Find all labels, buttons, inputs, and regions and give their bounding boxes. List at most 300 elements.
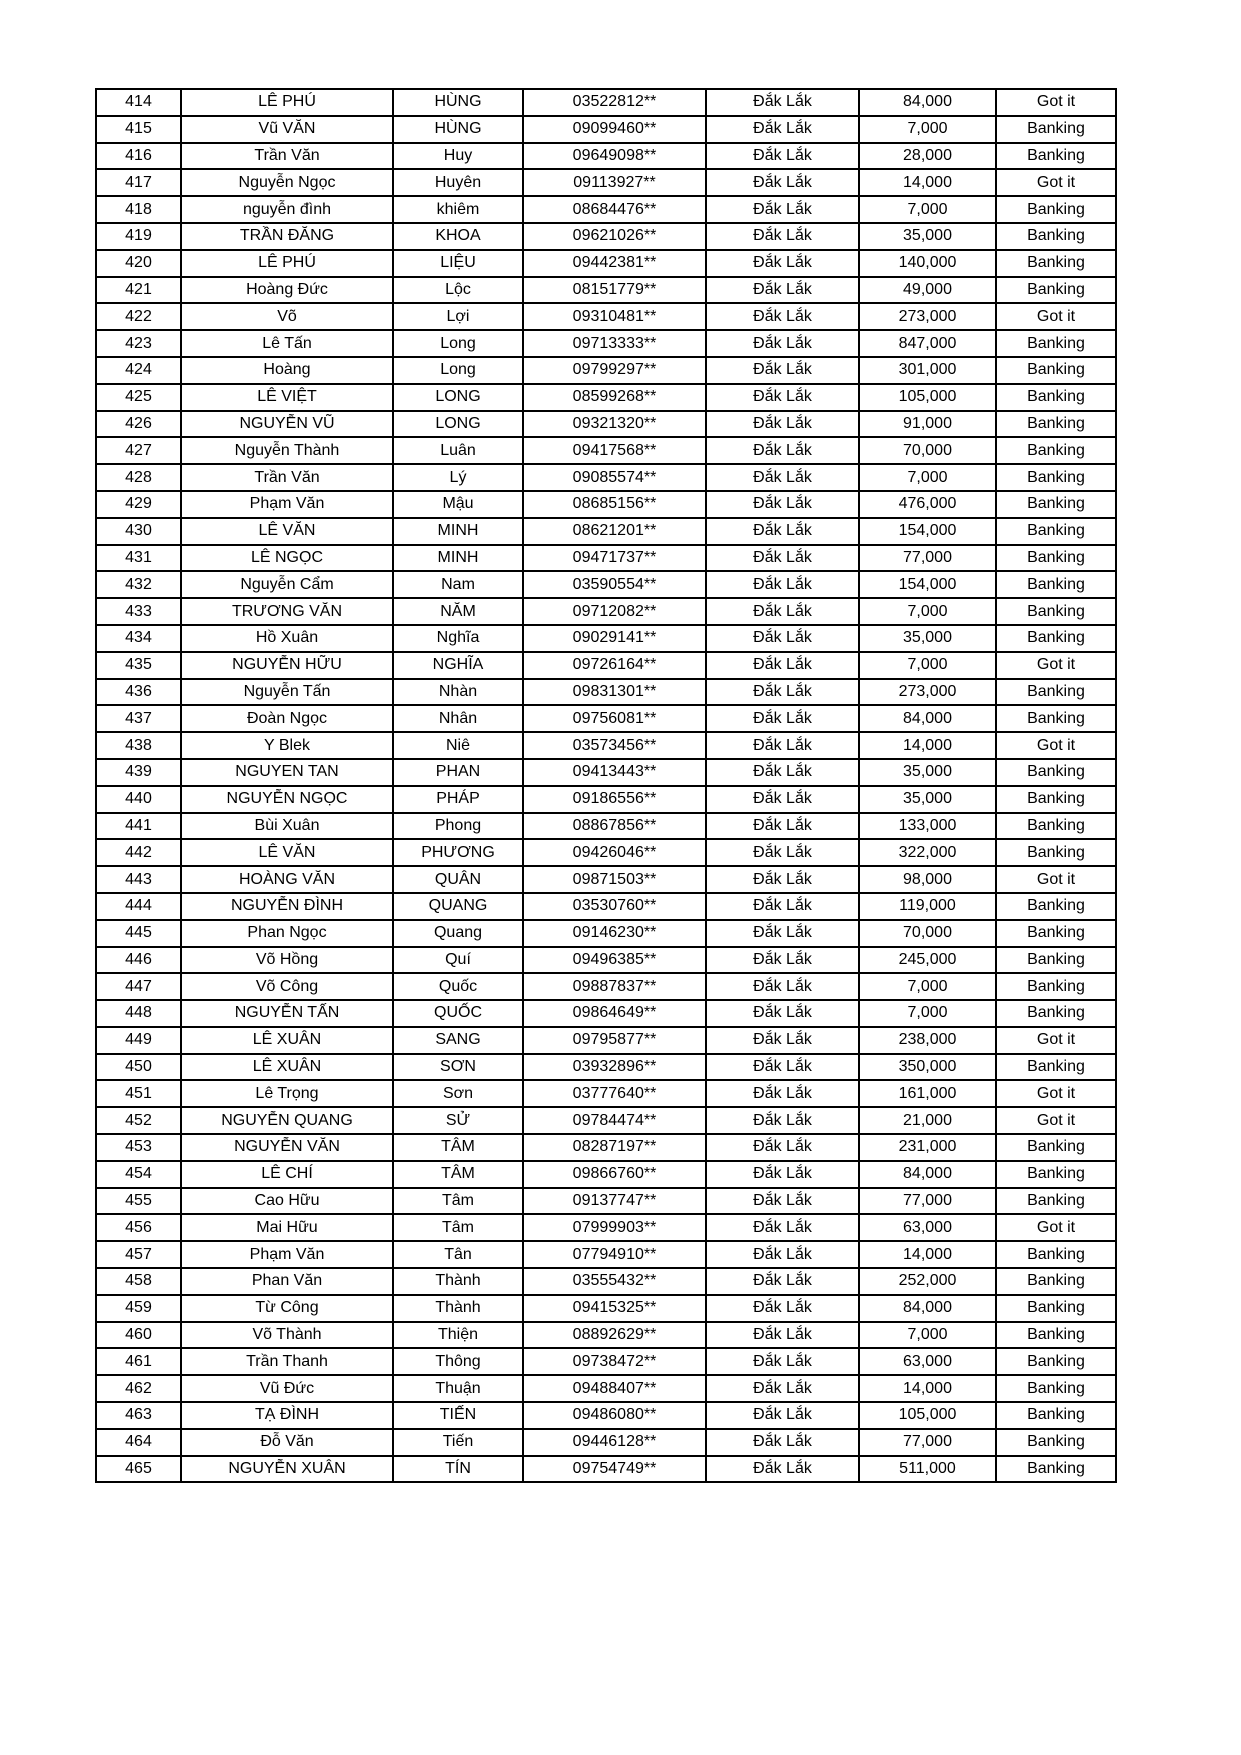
cell-phone-masked: 09621026** bbox=[523, 223, 706, 250]
cell-phone-masked: 09321320** bbox=[523, 411, 706, 438]
cell-row-number: 455 bbox=[96, 1188, 181, 1215]
cell-row-number: 449 bbox=[96, 1027, 181, 1054]
cell-first-name: Tâm bbox=[393, 1214, 523, 1241]
cell-first-name: MINH bbox=[393, 545, 523, 572]
cell-status: Got it bbox=[996, 1027, 1116, 1054]
cell-province: Đắk Lắk bbox=[706, 947, 859, 974]
cell-first-name: PHƯƠNG bbox=[393, 839, 523, 866]
cell-last-middle-name: LÊ XUÂN bbox=[181, 1054, 393, 1081]
cell-province: Đắk Lắk bbox=[706, 732, 859, 759]
cell-province: Đắk Lắk bbox=[706, 411, 859, 438]
cell-first-name: TÍN bbox=[393, 1456, 523, 1483]
cell-first-name: Mậu bbox=[393, 491, 523, 518]
table-row bbox=[96, 357, 1116, 384]
cell-amount: 273,000 bbox=[859, 679, 996, 706]
cell-last-middle-name: Trần Văn bbox=[181, 143, 393, 170]
cell-amount: 28,000 bbox=[859, 143, 996, 170]
cell-status: Banking bbox=[996, 973, 1116, 1000]
cell-row-number: 447 bbox=[96, 973, 181, 1000]
table-row bbox=[96, 1348, 1116, 1375]
cell-amount: 154,000 bbox=[859, 571, 996, 598]
cell-status: Banking bbox=[996, 1054, 1116, 1081]
cell-status: Banking bbox=[996, 1241, 1116, 1268]
table-row bbox=[96, 1080, 1116, 1107]
cell-last-middle-name: NGUYEN TAN bbox=[181, 759, 393, 786]
table-row bbox=[96, 1456, 1116, 1483]
cell-province: Đắk Lắk bbox=[706, 518, 859, 545]
cell-last-middle-name: LÊ NGỌC bbox=[181, 545, 393, 572]
cell-status: Banking bbox=[996, 277, 1116, 304]
cell-amount: 301,000 bbox=[859, 357, 996, 384]
cell-last-middle-name: NGUYỄN VŨ bbox=[181, 411, 393, 438]
cell-amount: 7,000 bbox=[859, 116, 996, 143]
cell-row-number: 444 bbox=[96, 893, 181, 920]
cell-first-name: Quí bbox=[393, 947, 523, 974]
cell-phone-masked: 09713333** bbox=[523, 330, 706, 357]
cell-row-number: 451 bbox=[96, 1080, 181, 1107]
cell-province: Đắk Lắk bbox=[706, 1027, 859, 1054]
cell-last-middle-name: Phan Văn bbox=[181, 1268, 393, 1295]
cell-amount: 154,000 bbox=[859, 518, 996, 545]
table-row bbox=[96, 1429, 1116, 1456]
cell-phone-masked: 08685156** bbox=[523, 491, 706, 518]
cell-province: Đắk Lắk bbox=[706, 759, 859, 786]
cell-amount: 21,000 bbox=[859, 1107, 996, 1134]
cell-last-middle-name: LÊ XUÂN bbox=[181, 1027, 393, 1054]
cell-status: Banking bbox=[996, 116, 1116, 143]
table-row bbox=[96, 839, 1116, 866]
cell-phone-masked: 08151779** bbox=[523, 277, 706, 304]
table-row bbox=[96, 437, 1116, 464]
cell-row-number: 424 bbox=[96, 357, 181, 384]
cell-province: Đắk Lắk bbox=[706, 625, 859, 652]
cell-province: Đắk Lắk bbox=[706, 1161, 859, 1188]
cell-first-name: Huyên bbox=[393, 169, 523, 196]
cell-province: Đắk Lắk bbox=[706, 250, 859, 277]
table-row bbox=[96, 679, 1116, 706]
cell-province: Đắk Lắk bbox=[706, 1241, 859, 1268]
cell-amount: 77,000 bbox=[859, 1429, 996, 1456]
cell-last-middle-name: HOÀNG VĂN bbox=[181, 866, 393, 893]
cell-last-middle-name: NGUYỄN HỮU bbox=[181, 652, 393, 679]
cell-first-name: Tân bbox=[393, 1241, 523, 1268]
cell-row-number: 464 bbox=[96, 1429, 181, 1456]
cell-status: Got it bbox=[996, 1107, 1116, 1134]
cell-last-middle-name: Mai Hữu bbox=[181, 1214, 393, 1241]
cell-last-middle-name: Nguyễn Ngọc bbox=[181, 169, 393, 196]
cell-row-number: 460 bbox=[96, 1322, 181, 1349]
table-row bbox=[96, 759, 1116, 786]
cell-status: Banking bbox=[996, 679, 1116, 706]
cell-first-name: Nghĩa bbox=[393, 625, 523, 652]
cell-amount: 7,000 bbox=[859, 196, 996, 223]
cell-amount: 140,000 bbox=[859, 250, 996, 277]
cell-last-middle-name: NGUYỄN VĂN bbox=[181, 1134, 393, 1161]
cell-status: Banking bbox=[996, 330, 1116, 357]
table-row bbox=[96, 947, 1116, 974]
cell-phone-masked: 09496385** bbox=[523, 947, 706, 974]
cell-status: Banking bbox=[996, 1456, 1116, 1483]
cell-first-name: Nhàn bbox=[393, 679, 523, 706]
cell-row-number: 420 bbox=[96, 250, 181, 277]
cell-phone-masked: 08599268** bbox=[523, 384, 706, 411]
cell-status: Banking bbox=[996, 1268, 1116, 1295]
cell-last-middle-name: Hoàng Đức bbox=[181, 277, 393, 304]
cell-first-name: NĂM bbox=[393, 598, 523, 625]
cell-row-number: 457 bbox=[96, 1241, 181, 1268]
cell-status: Banking bbox=[996, 411, 1116, 438]
cell-last-middle-name: Nguyễn Tấn bbox=[181, 679, 393, 706]
cell-province: Đắk Lắk bbox=[706, 1188, 859, 1215]
cell-first-name: QUỐC bbox=[393, 1000, 523, 1027]
cell-amount: 84,000 bbox=[859, 705, 996, 732]
table-row bbox=[96, 1214, 1116, 1241]
cell-row-number: 442 bbox=[96, 839, 181, 866]
cell-row-number: 454 bbox=[96, 1161, 181, 1188]
cell-last-middle-name: Võ bbox=[181, 303, 393, 330]
table-row bbox=[96, 866, 1116, 893]
cell-last-middle-name: LÊ PHÚ bbox=[181, 250, 393, 277]
cell-province: Đắk Lắk bbox=[706, 223, 859, 250]
table-row bbox=[96, 1107, 1116, 1134]
cell-phone-masked: 08867856** bbox=[523, 813, 706, 840]
cell-phone-masked: 09871503** bbox=[523, 866, 706, 893]
cell-row-number: 462 bbox=[96, 1375, 181, 1402]
cell-row-number: 440 bbox=[96, 786, 181, 813]
cell-province: Đắk Lắk bbox=[706, 330, 859, 357]
cell-province: Đắk Lắk bbox=[706, 357, 859, 384]
cell-status: Banking bbox=[996, 759, 1116, 786]
table-row bbox=[96, 920, 1116, 947]
table-row bbox=[96, 1322, 1116, 1349]
cell-phone-masked: 09137747** bbox=[523, 1188, 706, 1215]
cell-amount: 98,000 bbox=[859, 866, 996, 893]
cell-row-number: 417 bbox=[96, 169, 181, 196]
cell-row-number: 438 bbox=[96, 732, 181, 759]
cell-status: Banking bbox=[996, 357, 1116, 384]
cell-amount: 84,000 bbox=[859, 1161, 996, 1188]
cell-status: Banking bbox=[996, 1402, 1116, 1429]
cell-province: Đắk Lắk bbox=[706, 1054, 859, 1081]
cell-status: Banking bbox=[996, 491, 1116, 518]
cell-province: Đắk Lắk bbox=[706, 1134, 859, 1161]
cell-last-middle-name: LÊ PHÚ bbox=[181, 89, 393, 116]
cell-amount: 91,000 bbox=[859, 411, 996, 438]
cell-first-name: SƠN bbox=[393, 1054, 523, 1081]
cell-province: Đắk Lắk bbox=[706, 1322, 859, 1349]
cell-province: Đắk Lắk bbox=[706, 1456, 859, 1483]
cell-last-middle-name: Nguyễn Cẩm bbox=[181, 571, 393, 598]
cell-last-middle-name: Lê Tấn bbox=[181, 330, 393, 357]
cell-phone-masked: 09113927** bbox=[523, 169, 706, 196]
cell-last-middle-name: Cao Hữu bbox=[181, 1188, 393, 1215]
table-row bbox=[96, 330, 1116, 357]
cell-status: Banking bbox=[996, 1161, 1116, 1188]
cell-last-middle-name: NGUYỄN QUANG bbox=[181, 1107, 393, 1134]
cell-phone-masked: 09488407** bbox=[523, 1375, 706, 1402]
cell-last-middle-name: NGUYỄN NGỌC bbox=[181, 786, 393, 813]
cell-first-name: Tâm bbox=[393, 1188, 523, 1215]
cell-first-name: PHAN bbox=[393, 759, 523, 786]
cell-row-number: 445 bbox=[96, 920, 181, 947]
cell-amount: 350,000 bbox=[859, 1054, 996, 1081]
table-row bbox=[96, 250, 1116, 277]
table-row bbox=[96, 1134, 1116, 1161]
cell-row-number: 421 bbox=[96, 277, 181, 304]
cell-province: Đắk Lắk bbox=[706, 196, 859, 223]
cell-last-middle-name: Phạm Văn bbox=[181, 491, 393, 518]
cell-amount: 476,000 bbox=[859, 491, 996, 518]
cell-last-middle-name: Đỗ Văn bbox=[181, 1429, 393, 1456]
cell-province: Đắk Lắk bbox=[706, 1268, 859, 1295]
cell-province: Đắk Lắk bbox=[706, 1214, 859, 1241]
cell-row-number: 446 bbox=[96, 947, 181, 974]
cell-status: Banking bbox=[996, 571, 1116, 598]
table-row bbox=[96, 786, 1116, 813]
cell-row-number: 441 bbox=[96, 813, 181, 840]
cell-amount: 63,000 bbox=[859, 1214, 996, 1241]
cell-last-middle-name: Đoàn Ngọc bbox=[181, 705, 393, 732]
cell-phone-masked: 09099460** bbox=[523, 116, 706, 143]
cell-phone-masked: 09864649** bbox=[523, 1000, 706, 1027]
cell-province: Đắk Lắk bbox=[706, 973, 859, 1000]
cell-last-middle-name: Võ Công bbox=[181, 973, 393, 1000]
cell-province: Đắk Lắk bbox=[706, 705, 859, 732]
cell-province: Đắk Lắk bbox=[706, 143, 859, 170]
cell-phone-masked: 08892629** bbox=[523, 1322, 706, 1349]
cell-status: Banking bbox=[996, 143, 1116, 170]
cell-status: Banking bbox=[996, 893, 1116, 920]
cell-phone-masked: 09831301** bbox=[523, 679, 706, 706]
cell-amount: 273,000 bbox=[859, 303, 996, 330]
table-row bbox=[96, 1027, 1116, 1054]
cell-phone-masked: 07999903** bbox=[523, 1214, 706, 1241]
cell-phone-masked: 09738472** bbox=[523, 1348, 706, 1375]
cell-phone-masked: 09146230** bbox=[523, 920, 706, 947]
cell-first-name: SANG bbox=[393, 1027, 523, 1054]
cell-amount: 35,000 bbox=[859, 223, 996, 250]
cell-row-number: 434 bbox=[96, 625, 181, 652]
cell-first-name: Lý bbox=[393, 464, 523, 491]
cell-first-name: Quốc bbox=[393, 973, 523, 1000]
cell-province: Đắk Lắk bbox=[706, 652, 859, 679]
cell-status: Banking bbox=[996, 518, 1116, 545]
table-row bbox=[96, 303, 1116, 330]
cell-phone-masked: 09029141** bbox=[523, 625, 706, 652]
cell-phone-masked: 09649098** bbox=[523, 143, 706, 170]
cell-first-name: Lộc bbox=[393, 277, 523, 304]
cell-status: Banking bbox=[996, 545, 1116, 572]
table-row bbox=[96, 169, 1116, 196]
table-row bbox=[96, 813, 1116, 840]
cell-first-name: Thông bbox=[393, 1348, 523, 1375]
cell-amount: 49,000 bbox=[859, 277, 996, 304]
cell-row-number: 435 bbox=[96, 652, 181, 679]
cell-amount: 77,000 bbox=[859, 545, 996, 572]
cell-status: Banking bbox=[996, 1000, 1116, 1027]
cell-phone-masked: 09186556** bbox=[523, 786, 706, 813]
cell-status: Got it bbox=[996, 732, 1116, 759]
cell-phone-masked: 09754749** bbox=[523, 1456, 706, 1483]
cell-row-number: 437 bbox=[96, 705, 181, 732]
cell-last-middle-name: TRƯƠNG VĂN bbox=[181, 598, 393, 625]
cell-row-number: 432 bbox=[96, 571, 181, 598]
cell-first-name: PHÁP bbox=[393, 786, 523, 813]
cell-amount: 238,000 bbox=[859, 1027, 996, 1054]
cell-row-number: 461 bbox=[96, 1348, 181, 1375]
cell-phone-masked: 09486080** bbox=[523, 1402, 706, 1429]
cell-amount: 84,000 bbox=[859, 89, 996, 116]
cell-amount: 7,000 bbox=[859, 652, 996, 679]
cell-phone-masked: 09415325** bbox=[523, 1295, 706, 1322]
table-row bbox=[96, 384, 1116, 411]
cell-province: Đắk Lắk bbox=[706, 1000, 859, 1027]
cell-phone-masked: 03932896** bbox=[523, 1054, 706, 1081]
cell-first-name: Thành bbox=[393, 1268, 523, 1295]
cell-amount: 119,000 bbox=[859, 893, 996, 920]
cell-last-middle-name: nguyễn đình bbox=[181, 196, 393, 223]
cell-province: Đắk Lắk bbox=[706, 813, 859, 840]
cell-amount: 35,000 bbox=[859, 625, 996, 652]
cell-row-number: 458 bbox=[96, 1268, 181, 1295]
cell-first-name: Thiện bbox=[393, 1322, 523, 1349]
cell-province: Đắk Lắk bbox=[706, 893, 859, 920]
cell-last-middle-name: TRẦN ĐĂNG bbox=[181, 223, 393, 250]
table-row bbox=[96, 518, 1116, 545]
cell-status: Banking bbox=[996, 1295, 1116, 1322]
cell-status: Banking bbox=[996, 813, 1116, 840]
cell-last-middle-name: Võ Thành bbox=[181, 1322, 393, 1349]
cell-province: Đắk Lắk bbox=[706, 1375, 859, 1402]
cell-last-middle-name: Trần Văn bbox=[181, 464, 393, 491]
cell-province: Đắk Lắk bbox=[706, 839, 859, 866]
cell-amount: 245,000 bbox=[859, 947, 996, 974]
cell-last-middle-name: LÊ VĂN bbox=[181, 839, 393, 866]
cell-row-number: 450 bbox=[96, 1054, 181, 1081]
cell-phone-masked: 07794910** bbox=[523, 1241, 706, 1268]
cell-first-name: TÂM bbox=[393, 1134, 523, 1161]
cell-row-number: 463 bbox=[96, 1402, 181, 1429]
cell-phone-masked: 08287197** bbox=[523, 1134, 706, 1161]
cell-last-middle-name: Hồ Xuân bbox=[181, 625, 393, 652]
cell-first-name: LONG bbox=[393, 384, 523, 411]
cell-row-number: 423 bbox=[96, 330, 181, 357]
cell-amount: 133,000 bbox=[859, 813, 996, 840]
cell-row-number: 459 bbox=[96, 1295, 181, 1322]
cell-last-middle-name: LÊ VĂN bbox=[181, 518, 393, 545]
table-row bbox=[96, 893, 1116, 920]
cell-province: Đắk Lắk bbox=[706, 303, 859, 330]
cell-province: Đắk Lắk bbox=[706, 598, 859, 625]
cell-status: Banking bbox=[996, 223, 1116, 250]
cell-row-number: 427 bbox=[96, 437, 181, 464]
cell-amount: 14,000 bbox=[859, 732, 996, 759]
cell-status: Got it bbox=[996, 1214, 1116, 1241]
cell-phone-masked: 09413443** bbox=[523, 759, 706, 786]
cell-phone-masked: 03522812** bbox=[523, 89, 706, 116]
cell-amount: 14,000 bbox=[859, 1375, 996, 1402]
cell-first-name: TÂM bbox=[393, 1161, 523, 1188]
cell-province: Đắk Lắk bbox=[706, 1348, 859, 1375]
cell-phone-masked: 09442381** bbox=[523, 250, 706, 277]
cell-phone-masked: 09726164** bbox=[523, 652, 706, 679]
cell-province: Đắk Lắk bbox=[706, 545, 859, 572]
cell-last-middle-name: Phan Ngọc bbox=[181, 920, 393, 947]
cell-status: Banking bbox=[996, 920, 1116, 947]
cell-first-name: Sơn bbox=[393, 1080, 523, 1107]
payout-table bbox=[95, 88, 1117, 1483]
cell-phone-masked: 09866760** bbox=[523, 1161, 706, 1188]
cell-amount: 14,000 bbox=[859, 169, 996, 196]
cell-phone-masked: 03555432** bbox=[523, 1268, 706, 1295]
cell-amount: 35,000 bbox=[859, 759, 996, 786]
cell-last-middle-name: Trần Thanh bbox=[181, 1348, 393, 1375]
cell-row-number: 452 bbox=[96, 1107, 181, 1134]
table-row bbox=[96, 89, 1116, 116]
cell-province: Đắk Lắk bbox=[706, 169, 859, 196]
table-body bbox=[96, 89, 1116, 1482]
cell-last-middle-name: NGUYỄN TẤN bbox=[181, 1000, 393, 1027]
cell-province: Đắk Lắk bbox=[706, 437, 859, 464]
cell-row-number: 429 bbox=[96, 491, 181, 518]
cell-status: Got it bbox=[996, 1080, 1116, 1107]
cell-province: Đắk Lắk bbox=[706, 89, 859, 116]
cell-amount: 7,000 bbox=[859, 464, 996, 491]
cell-status: Got it bbox=[996, 89, 1116, 116]
cell-amount: 231,000 bbox=[859, 1134, 996, 1161]
table-row bbox=[96, 411, 1116, 438]
cell-row-number: 428 bbox=[96, 464, 181, 491]
cell-last-middle-name: Bùi Xuân bbox=[181, 813, 393, 840]
cell-status: Banking bbox=[996, 250, 1116, 277]
cell-status: Banking bbox=[996, 625, 1116, 652]
cell-first-name: Phong bbox=[393, 813, 523, 840]
cell-first-name: Nhân bbox=[393, 705, 523, 732]
cell-province: Đắk Lắk bbox=[706, 679, 859, 706]
cell-status: Banking bbox=[996, 1188, 1116, 1215]
cell-last-middle-name: Vũ Đức bbox=[181, 1375, 393, 1402]
cell-row-number: 443 bbox=[96, 866, 181, 893]
table-row bbox=[96, 491, 1116, 518]
table-row bbox=[96, 652, 1116, 679]
cell-last-middle-name: Võ Hồng bbox=[181, 947, 393, 974]
cell-last-middle-name: Lê Trọng bbox=[181, 1080, 393, 1107]
cell-amount: 511,000 bbox=[859, 1456, 996, 1483]
table-row bbox=[96, 1295, 1116, 1322]
cell-phone-masked: 09784474** bbox=[523, 1107, 706, 1134]
cell-row-number: 448 bbox=[96, 1000, 181, 1027]
cell-last-middle-name: Hoàng bbox=[181, 357, 393, 384]
cell-row-number: 453 bbox=[96, 1134, 181, 1161]
cell-amount: 63,000 bbox=[859, 1348, 996, 1375]
cell-amount: 35,000 bbox=[859, 786, 996, 813]
table-row bbox=[96, 1000, 1116, 1027]
table-row bbox=[96, 223, 1116, 250]
cell-first-name: Long bbox=[393, 330, 523, 357]
cell-phone-masked: 08621201** bbox=[523, 518, 706, 545]
cell-phone-masked: 03573456** bbox=[523, 732, 706, 759]
cell-first-name: HÙNG bbox=[393, 116, 523, 143]
cell-status: Banking bbox=[996, 384, 1116, 411]
cell-first-name: MINH bbox=[393, 518, 523, 545]
cell-phone-masked: 08684476** bbox=[523, 196, 706, 223]
cell-status: Banking bbox=[996, 786, 1116, 813]
table-row bbox=[96, 571, 1116, 598]
cell-row-number: 436 bbox=[96, 679, 181, 706]
cell-first-name: Quang bbox=[393, 920, 523, 947]
cell-phone-masked: 09712082** bbox=[523, 598, 706, 625]
table-row bbox=[96, 277, 1116, 304]
